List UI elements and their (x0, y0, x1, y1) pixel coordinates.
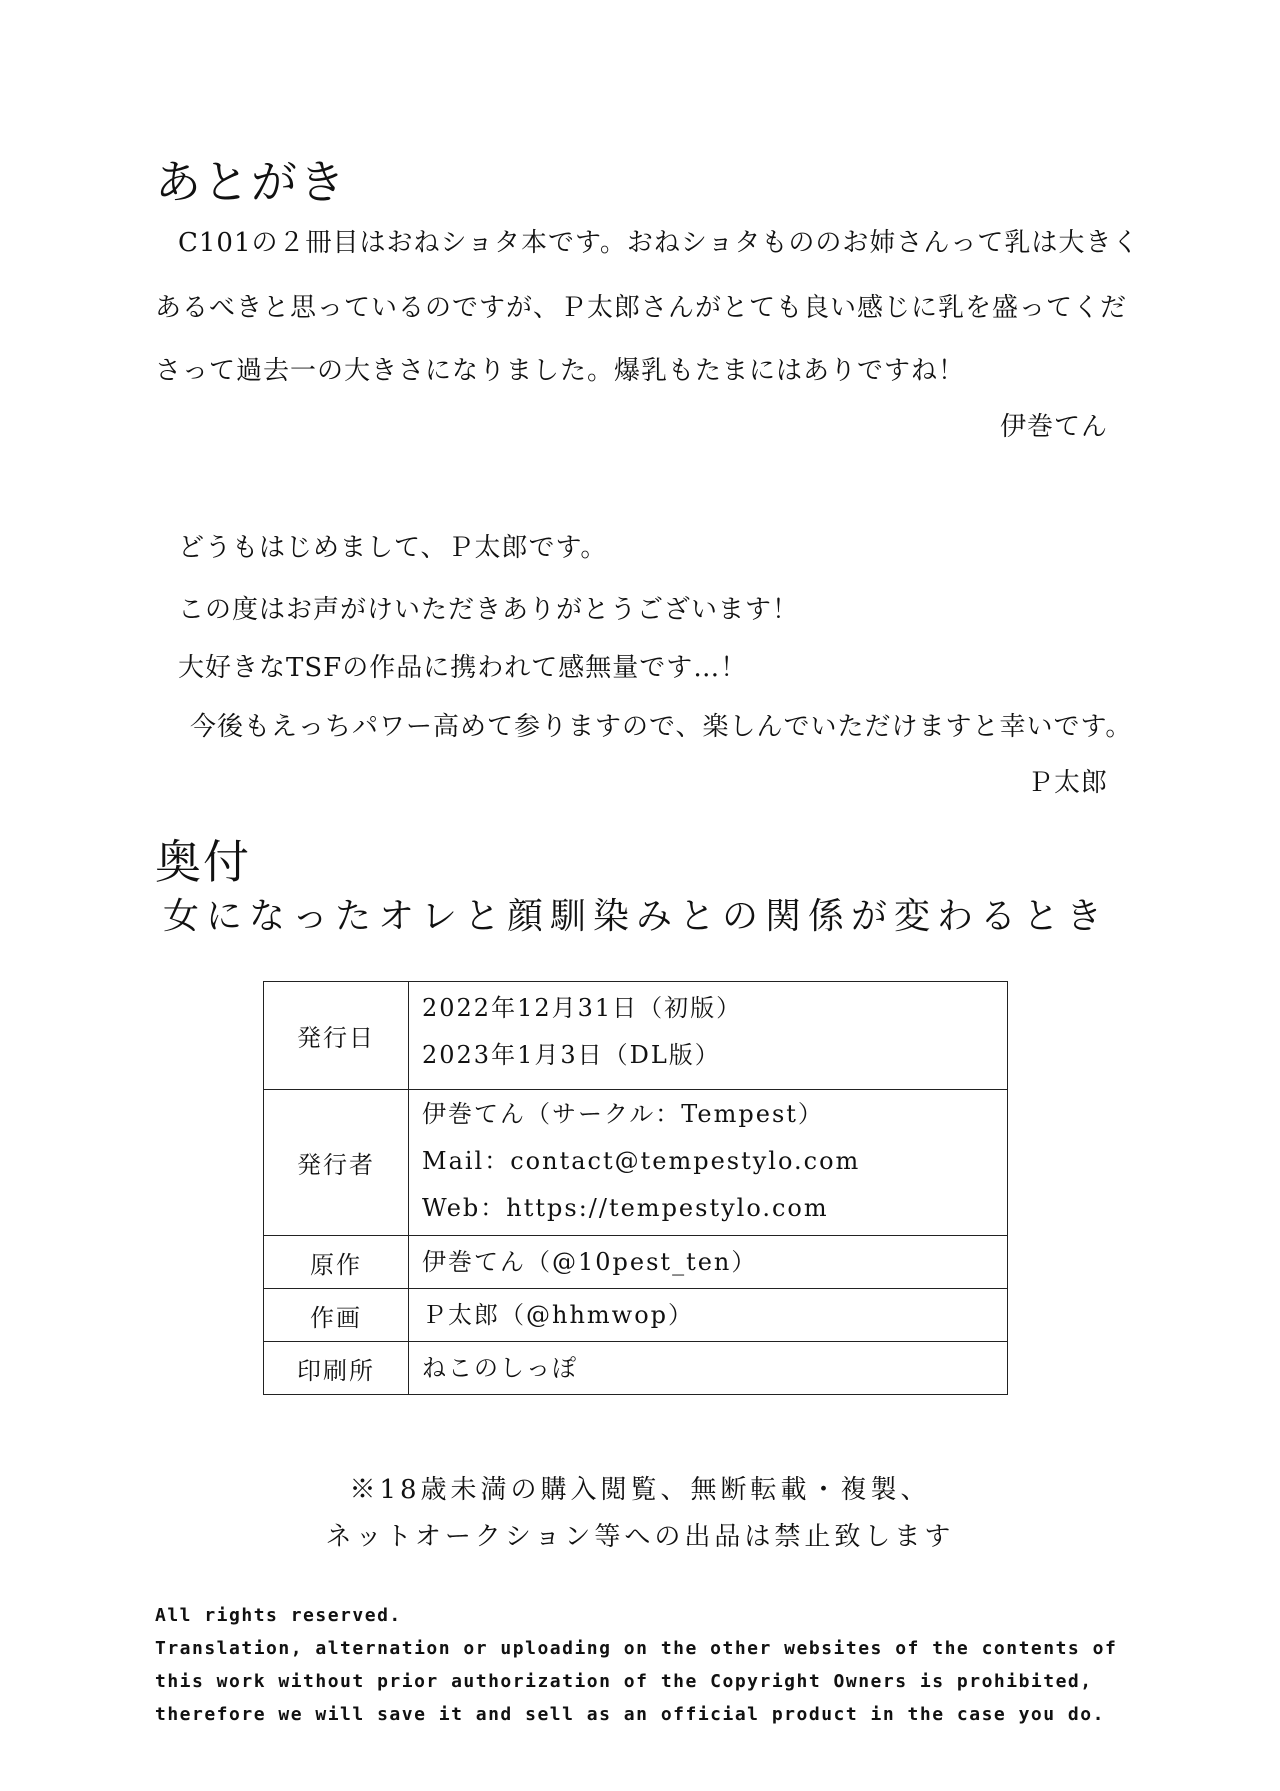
afterword-heading: あとがき (155, 155, 347, 209)
colophon-value-artwork (409, 1289, 1008, 1342)
colophon-label-artwork (264, 1289, 409, 1342)
colophon-value-line: Ｐ太郎（@hhmwop） (422, 1301, 695, 1329)
colophon-row-publisher (264, 1090, 1008, 1236)
colophon-label-publish-date (264, 982, 409, 1090)
rights-line-3: this work without prior authorization of the Copyright Owners is prohibited, (155, 1671, 1093, 1692)
colophon-label-text: 原作 (310, 1250, 362, 1279)
colophon-label-printer (264, 1342, 409, 1395)
colophon-value-line: ねこのしっぽ (422, 1354, 578, 1382)
colophon-table (263, 981, 1008, 1395)
artist-message-line-1: どうもはじめまして、Ｐ太郎です。 (178, 533, 608, 563)
rights-line-1: All rights reserved. (155, 1605, 402, 1626)
colophon-row-artwork (264, 1289, 1008, 1342)
rights-line-2: Translation, alternation or uploading on the other websites of the contents of (155, 1638, 1118, 1659)
book-title: 女になったオレと顔馴染みとの関係が変わるとき (163, 896, 1110, 937)
age-restriction-notice-line-1: ※18歳未満の購入閲覧、無断転載・複製、 (349, 1475, 931, 1505)
colophon-label-text: 発行日 (297, 1024, 375, 1052)
colophon-row-publish-date (264, 982, 1008, 1090)
afterword-line-3: さって過去一の大きさになりました。爆乳もたまにはありですね！ (155, 356, 966, 386)
colophon-heading: 奥付 (155, 835, 251, 889)
artist-message-line-2: この度はお声がけいただきありがとうございます！ (178, 595, 800, 625)
colophon-label-text: 作画 (310, 1303, 362, 1332)
artist-signature: Ｐ太郎 (1026, 768, 1108, 798)
artist-message-line-4: 今後もえっちパワー高めて参りますので、楽しんでいただけますと幸いです。 (190, 712, 1133, 742)
colophon-value-printer (409, 1342, 1008, 1395)
colophon-value-publisher (409, 1090, 1008, 1236)
colophon-row-printer (264, 1342, 1008, 1395)
colophon-value-line: Web：https://tempestylo.com (422, 1194, 829, 1222)
age-restriction-notice-line-2: ネットオークション等への出品は禁止致します (325, 1522, 955, 1552)
afterword-line-2: あるべきと思っているのですが、Ｐ太郎さんがとても良い感じに乳を盛ってくだ (155, 293, 1128, 323)
colophon-value-line: 2023年1月3日（DL版） (422, 1041, 721, 1069)
rights-line-4: therefore we will save it and sell as an official product in the case you do. (155, 1704, 1105, 1725)
afterword-line-1: C101の２冊目はおねショタ本です。おねショタもののお姉さんって乳は大きく (178, 228, 1140, 258)
colophon-value-line: 伊巻てん（@10pest_ten） (422, 1248, 758, 1276)
colophon-value-line: 伊巻てん（サークル：Tempest） (422, 1100, 824, 1128)
colophon-row-original-work (264, 1236, 1008, 1289)
colophon-label-original-work (264, 1236, 409, 1289)
colophon-value-original-work (409, 1236, 1008, 1289)
colophon-label-text: 印刷所 (297, 1356, 375, 1385)
colophon-label-publisher (264, 1090, 409, 1236)
colophon-value-publish-date (409, 982, 1008, 1090)
colophon-label-text: 発行者 (297, 1151, 375, 1179)
colophon-value-line: Mail：contact@tempestylo.com (422, 1147, 861, 1175)
artist-message-line-3: 大好きなTSFの作品に携われて感無量です…！ (178, 653, 748, 683)
colophon-value-line: 2022年12月31日（初版） (422, 994, 743, 1022)
afterword-signature: 伊巻てん (999, 412, 1108, 442)
